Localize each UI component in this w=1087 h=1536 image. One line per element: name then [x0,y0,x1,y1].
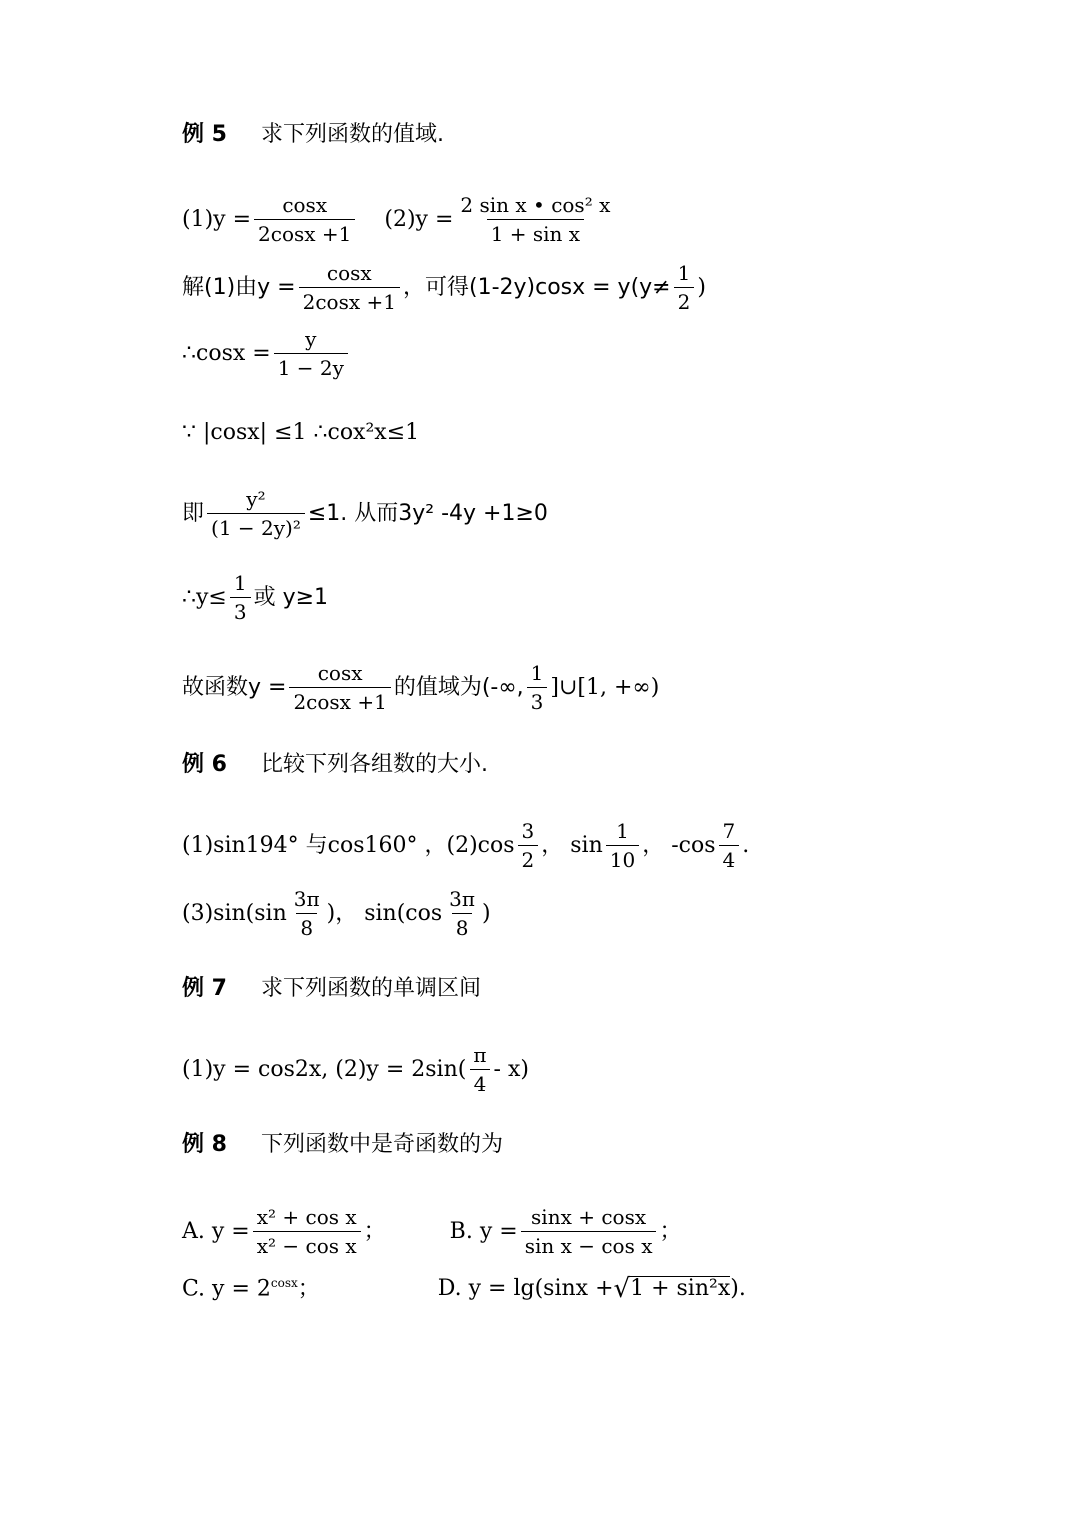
square-root: √ 1 + sin²x [613,1274,731,1304]
ex5-problems [182,194,617,245]
example-number: 例 8 [182,1132,227,1157]
math-text: (1)sin194° 与cos160° ，(2)cos [182,832,515,858]
example-number: 例 6 [182,752,227,777]
math-text: ≤1. 从而3y² -4y +1≥0 [307,500,548,526]
math-text: ∴y≤ [182,584,227,610]
fraction: 1 10 [606,820,639,871]
ex5-solution-line-5 [182,572,328,623]
fraction: 1 2 [674,262,695,313]
fraction: π 4 [469,1044,490,1095]
example-title: 比较下列各组数的大小. [260,752,488,777]
example-title: 下列函数中是奇函数的为 [260,1132,503,1157]
math-text: 或 y≥1 [253,584,329,610]
example-title: 求下列函数的值域. [260,122,444,147]
fraction: $\frac{\text{y²}}{\text{(1 − 2y)²}}$ [207,488,305,539]
math-text: 故函数y = [182,674,287,700]
math-text: (2)y = [384,206,454,232]
option-b: B. y = [449,1218,518,1244]
fraction: $\frac{\sin x + \cos x}{\text{sin x − cos x}}$ [521,1206,657,1257]
ex5-conclusion: 故函数y = $\frac{\cos x}{2\cos x +1}$ 的值域为(-∞, 1 3 ]∪[1, +∞) [182,661,660,714]
math-text: ，可得(1-2y)cosx = y(y≠ [402,274,671,300]
option-a: A. y = [182,1218,250,1244]
ex5-solution-line-1: 解(1)由y = $\frac{\cos x}{2\cos x +1}$ ，可得(1-2y)cosx = y(y≠ 1 2 ) [182,261,706,314]
ex8-options-row-2: C. $y = 2^{cosx}$； D. y = lg(sinx + √ 1 + sin²x ). [182,1274,746,1304]
fraction: 3π 8 [449,887,476,940]
fraction: $\frac{\cos x}{2\cos x +1}$ [299,262,400,313]
math-text: 即 [182,500,205,526]
fraction: 3 2 [518,820,539,871]
example-number: 例 5 [182,122,227,147]
math-text: ∵ |cosx| ≤1 ∴cox²x≤1 [182,420,420,445]
math-text: (3)sin(sin [182,900,287,926]
fraction: $\frac{1}{3}$ [230,572,251,623]
fraction: 3π 8 [293,887,320,940]
math-text: 解(1)由y = [182,274,296,300]
math-text: (1)y = [182,206,252,232]
example-8-heading [182,1134,503,1156]
option-c: C. $y = 2^{cosx}$； [182,1276,320,1302]
fraction: 7 4 [719,820,740,871]
ex8-options-row-1: A. y = $\frac{\text{x² + cos x}}{\text{x² − cos x}}$ ； B. y = $\frac{\sin x + \cos x}{\text{sin x − cos x}}$ ； [182,1205,682,1258]
fraction: $\frac{\text{x² + cos x}}{\text{x² − cos x}}$ [253,1206,361,1257]
math-text: 的值域为(-∞, [393,674,524,700]
ex5-solution-line-2 [182,328,351,379]
example-5-heading [182,124,444,146]
example-title: 求下列函数的单调区间 [260,976,481,1001]
example-7-heading [182,978,481,1000]
option-d: D. y = lg(sinx + [437,1276,614,1301]
math-text: ∴cosx = [182,340,271,366]
example-6-heading [182,754,488,776]
math-text: (1)y = cos2x, (2)y = 2sin( [182,1056,467,1082]
fraction: $\frac{\cos x}{2\cos x +1}$ [289,662,390,713]
ex6-problem-line-1: (1)sin194° 与cos160° ，(2)cos 3 2 ， sin 1 10 ， -cos 7 4 . [182,819,750,872]
fraction: $\frac{\text{2 sin x • cos² x}}{\text{1 + sin x}}$ [460,193,611,246]
ex5-solution-line-3 [182,422,419,444]
fraction: $\frac{y}{1 - 2y}$ [274,328,348,379]
ex7-problems: (1)y = cos2x, (2)y = 2sin( π 4 - x) [182,1043,529,1096]
example-number: 例 7 [182,976,227,1001]
ex5-solution-line-4 [182,488,548,539]
fraction: $\frac{\cos x}{2\cos x +1}$ [254,194,355,245]
ex6-problem-line-2: (3)sin(sin 3π 8 )， sin(cos 3π 8 ) [182,887,491,940]
fraction: 1 3 [527,662,548,713]
